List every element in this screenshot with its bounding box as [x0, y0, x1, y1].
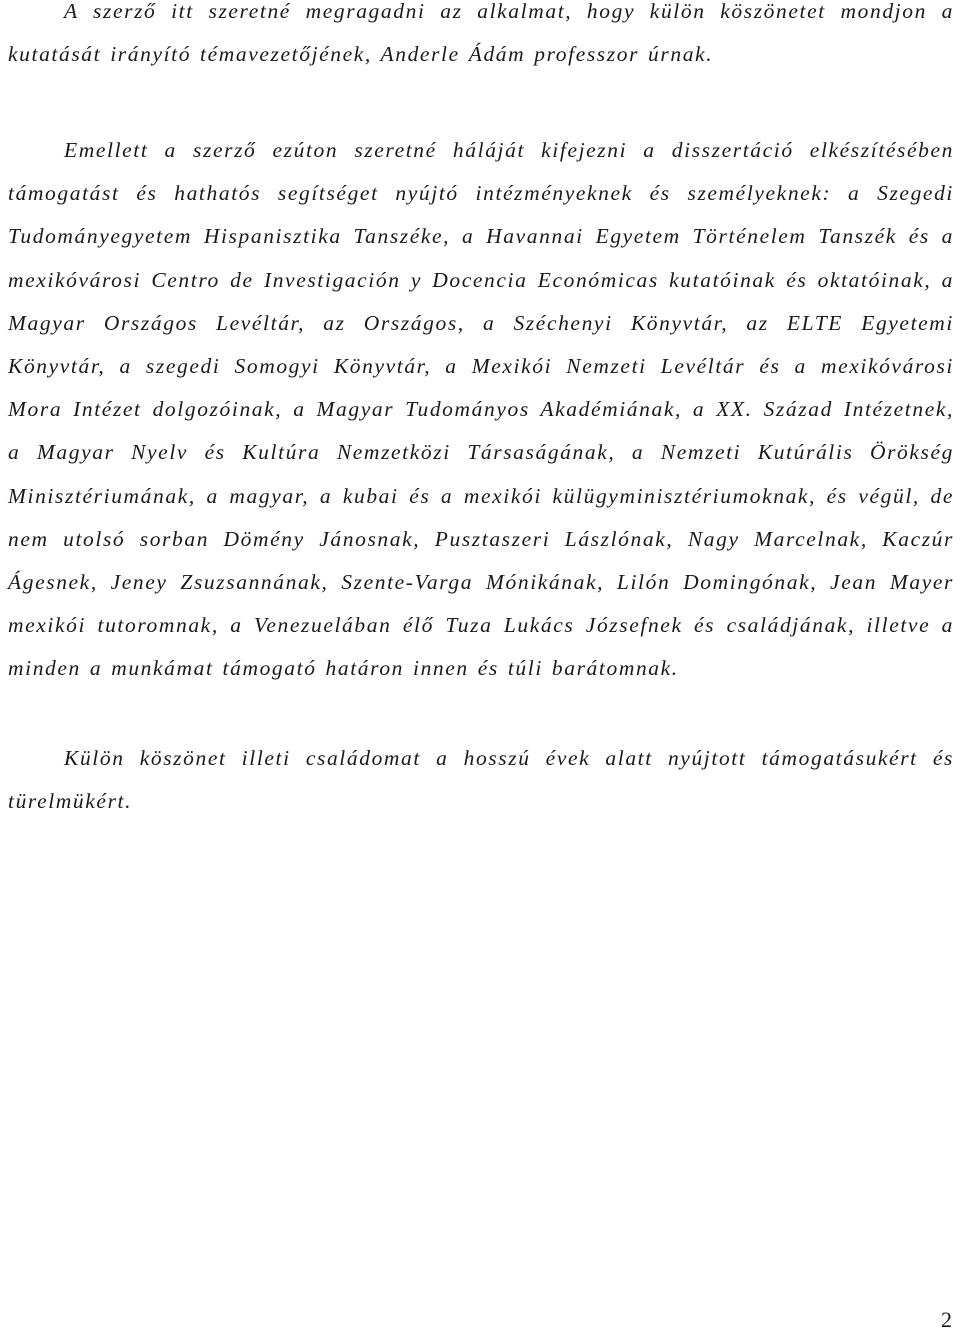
acknowledgement-paragraph-family: Külön köszönet illeti családomat a hosszú évek alatt nyújtott támogatásukért és türelmükért. — [8, 746, 954, 814]
page-number: 2 — [941, 1307, 952, 1332]
acknowledgement-paragraph-institutions: Emellett a szerző ezúton szeretné háláját kifejezni a disszertáció elkészítésében támogatást és hathatós segítséget nyújtó intézményeknek és személyeknek: a Szegedi Tudományegyetem Hispanisztika Tanszéke, a Havannai Egyetem Történelem Tanszék és a mexikóvárosi Centro de Investigación y Docencia Económicas kutatóinak és oktatóinak, a Magyar Országos Levéltár, az Országos, a Széchenyi Könyvtár, az ELTE Egyetemi Könyvtár, a szegedi Somogyi Könyvtár, a Mexikói Nemzeti Levéltár és a mexikóvárosi Mora Intézet dolgozóinak, a Magyar Tudományos Akadémiának, a XX. Század Intézetnek, a Magyar Nyelv és Kultúra Nemzetközi Társaságának, a Nemzeti Kutúrális Örökség Minisztériumának, a magyar, a kubai és a mexikói külügyminisztériumoknak, és végül, de nem utolsó sorban Dömény Jánosnak, Pusztaszeri Lászlónak, Nagy Marcelnak, Kaczúr Ágesnek, Jeney Zsuzsannának, Szente-Varga Mónikának, Lilón Domingónak, Jean Mayer mexikói tutoromnak, a Venezuelában élő Tuza Lukács Józsefnek és családjának, illetve a minden a munkámat támogató határon innen és túli barátomnak. — [8, 138, 954, 681]
acknowledgement-paragraph-supervisor: A szerző itt szeretné megragadni az alkalmat, hogy külön köszönetet mondjon a kutatását irányító témavezetőjének, Anderle Ádám professzor úrnak. — [8, 0, 954, 67]
